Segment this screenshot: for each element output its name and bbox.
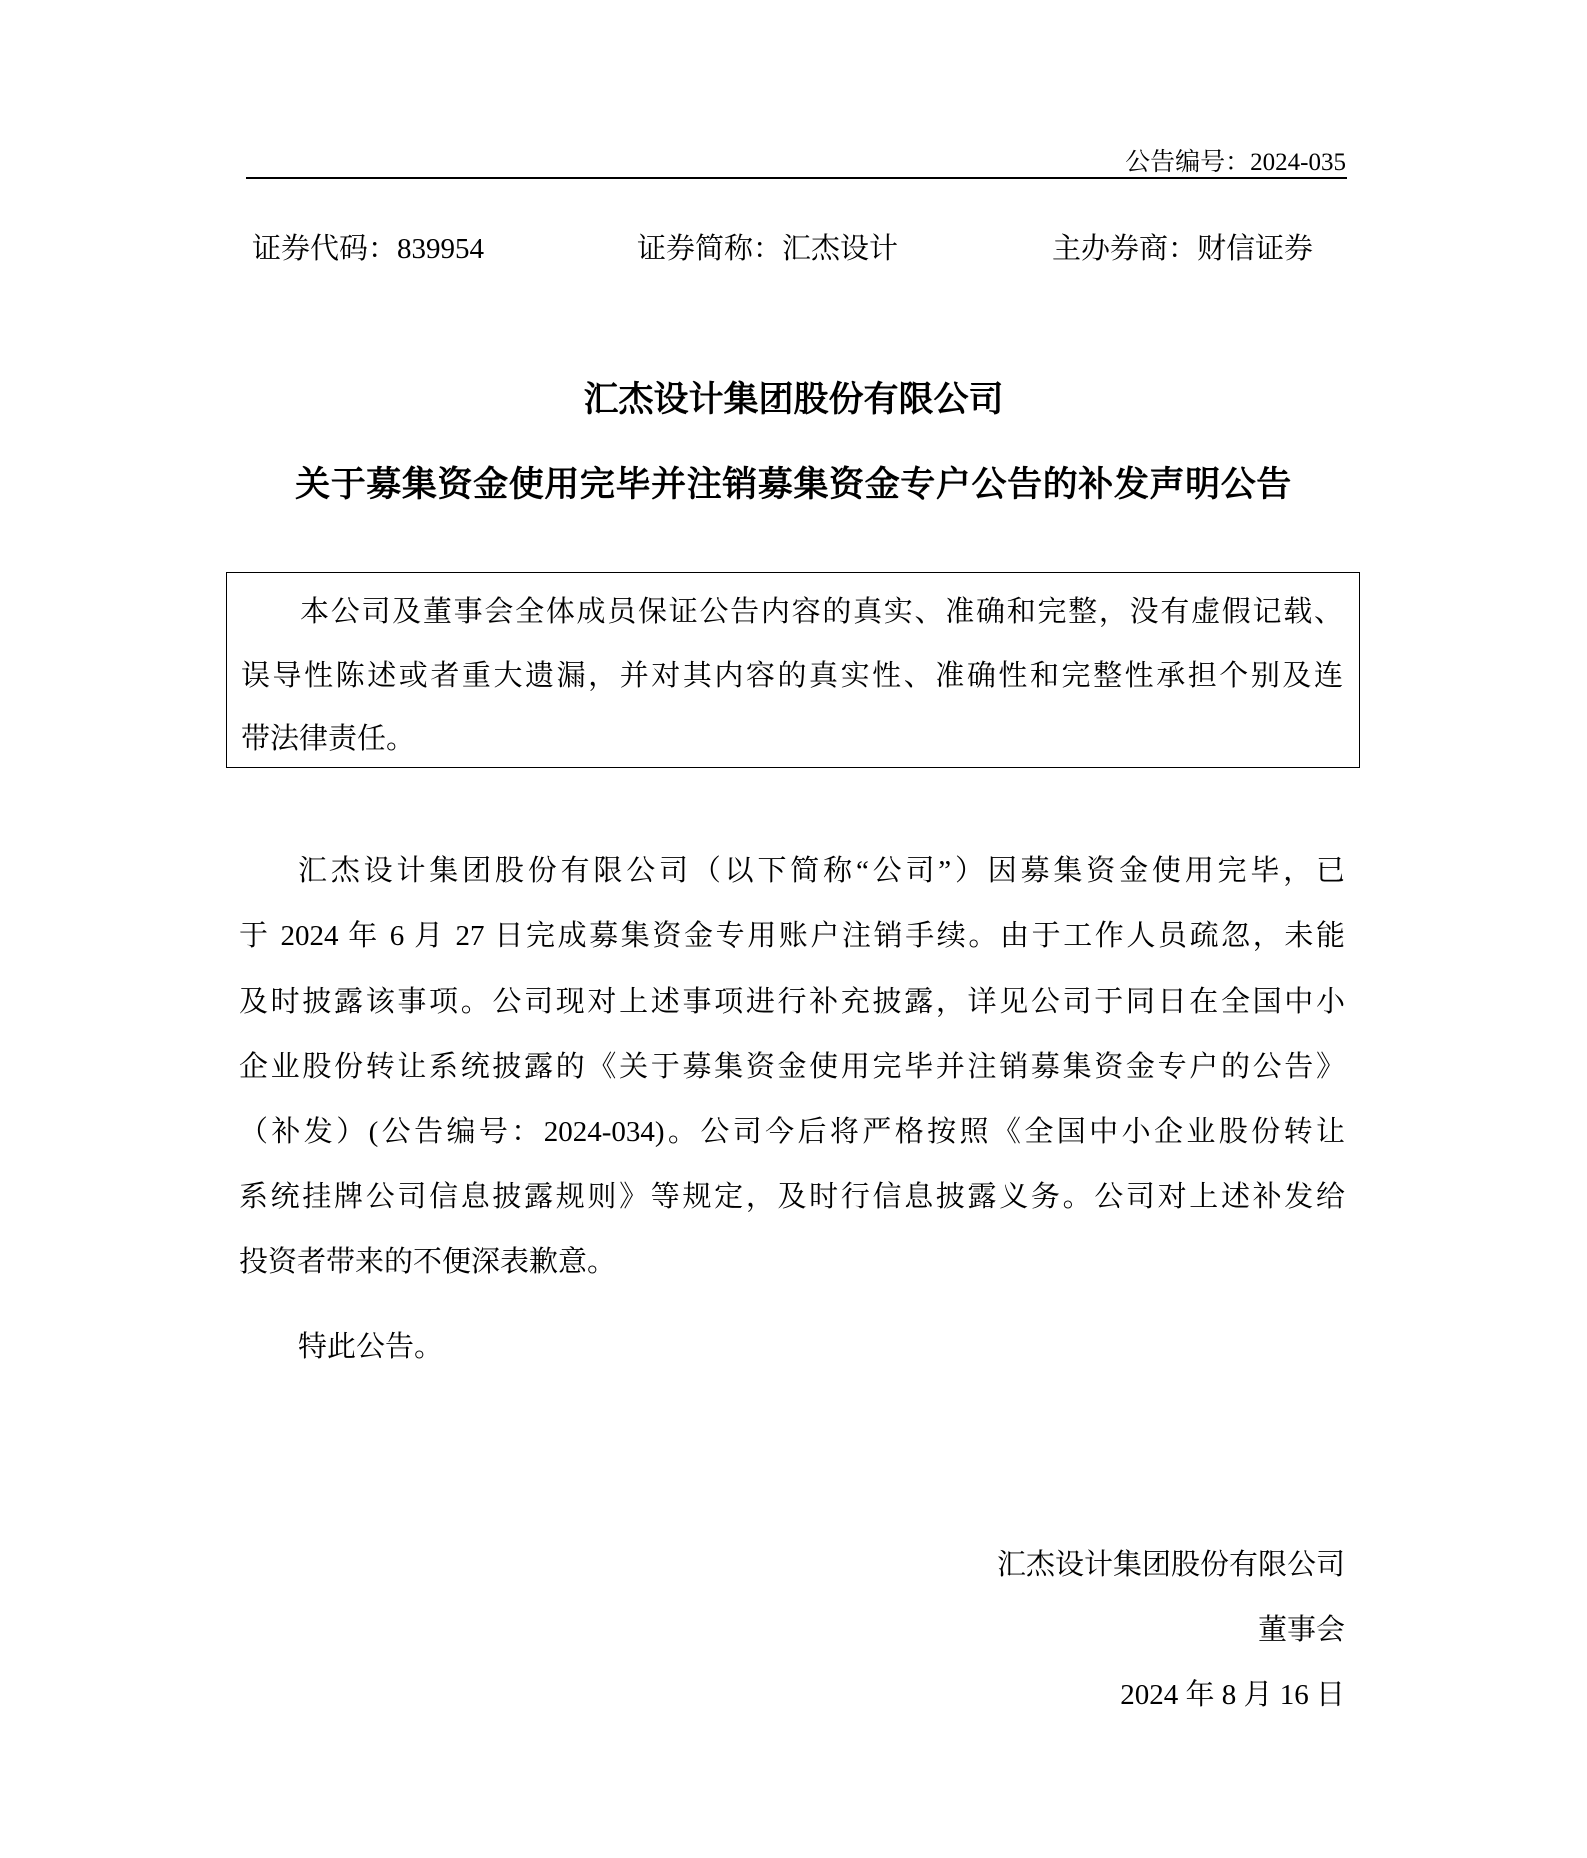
signature-company: 汇杰设计集团股份有限公司 (996, 1549, 1345, 1581)
body-line: （补发）(公告编号：2024-034)。公司今后将严格按照《全国中小企业股份转让 (239, 1116, 1345, 1148)
body-line: 投资者带来的不便深表歉意。 (239, 1246, 617, 1278)
statement-line: 本公司及董事会全体成员保证公告内容的真实、准确和完整，没有虚假记载、 (300, 596, 1343, 628)
body-line: 系统挂牌公司信息披露规则》等规定，及时行信息披露义务。公司对上述补发给 (239, 1181, 1345, 1213)
security-code: 证券代码：839954 (252, 233, 485, 265)
body-line: 企业股份转让系统披露的《关于募集资金使用完毕并注销募集资金专户的公告》 (239, 1051, 1345, 1083)
body-line: 汇杰设计集团股份有限公司（以下简称“公司”）因募集资金使用完毕，已 (298, 855, 1345, 887)
statement-line: 带法律责任。 (241, 723, 416, 755)
announcement-title: 关于募集资金使用完毕并注销募集资金专户公告的补发声明公告 (295, 465, 1292, 504)
company-title: 汇杰设计集团股份有限公司 (583, 380, 1004, 419)
statement-line: 误导性陈述或者重大遗漏，并对其内容的真实性、准确性和完整性承担个别及连 (241, 660, 1343, 692)
sponsor-broker: 主办券商：财信证券 (1052, 233, 1314, 265)
signature-board: 董事会 (1257, 1614, 1345, 1646)
closing-remark: 特此公告。 (298, 1331, 444, 1363)
signature-date: 2024 年 8 月 16 日 (1120, 1679, 1345, 1711)
body-line: 于 2024 年 6 月 27 日完成募集资金专用账户注销手续。由于工作人员疏忽，未能 (239, 920, 1345, 952)
body-line: 及时披露该事项。公司现对上述事项进行补充披露，详见公司于同日在全国中小 (239, 986, 1345, 1018)
announcement-number: 公告编号：2024-035 (1125, 149, 1346, 176)
header-divider (246, 177, 1347, 179)
security-abbreviation: 证券简称：汇杰设计 (637, 233, 899, 265)
